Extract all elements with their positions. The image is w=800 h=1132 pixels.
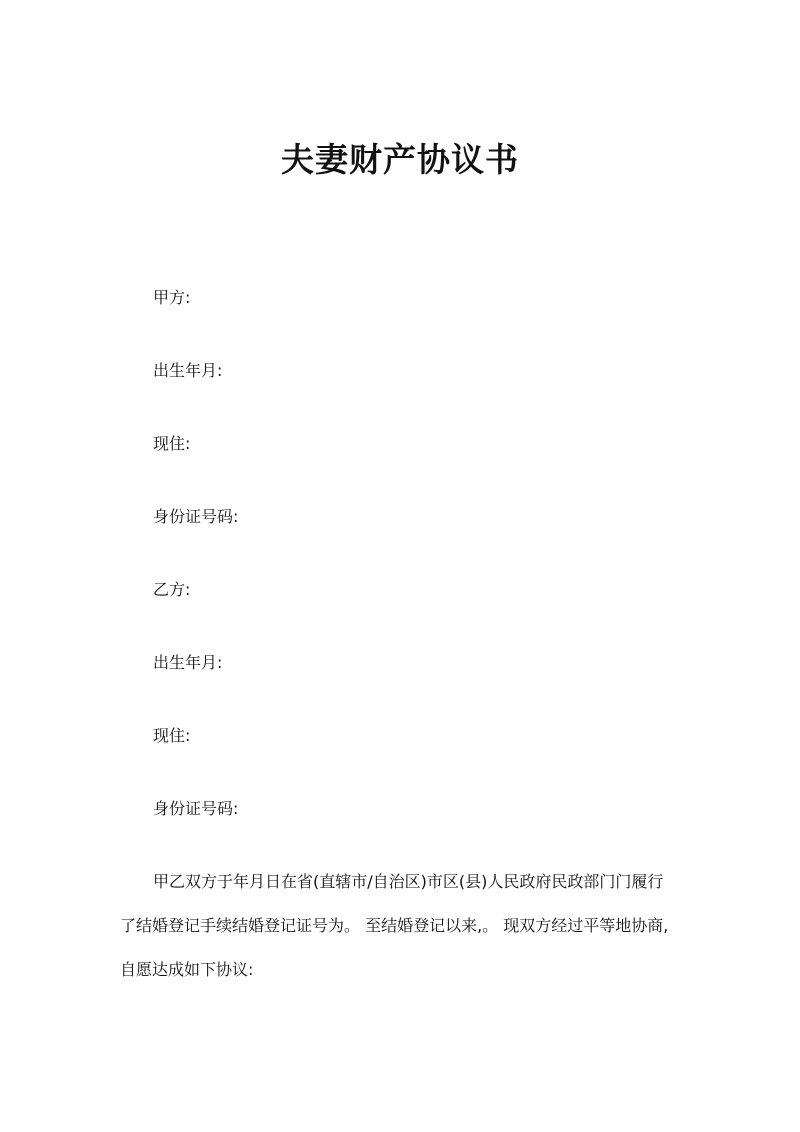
intro-line-2: 了结婚登记手续结婚登记证号为。 至结婚登记以来,。 现双方经过平等地协商,	[120, 916, 669, 935]
party-b-birth-label: 出生年月:	[153, 653, 223, 672]
party-a-address-label: 现住:	[153, 434, 191, 453]
party-b-label: 乙方:	[153, 580, 191, 599]
intro-line-3: 自愿达成如下协议:	[120, 960, 254, 979]
party-a-label: 甲方:	[153, 288, 191, 307]
document-title: 夫妻财产协议书	[281, 140, 519, 179]
party-b-address-label: 现住:	[153, 726, 191, 745]
party-b-id-label: 身份证号码:	[153, 799, 239, 818]
party-a-birth-label: 出生年月:	[153, 361, 223, 380]
intro-line-1: 甲乙双方于年月日在省(直辖市/自治区)市区(县)人民政府民政部门门履行	[153, 872, 664, 891]
party-a-id-label: 身份证号码:	[153, 507, 239, 526]
